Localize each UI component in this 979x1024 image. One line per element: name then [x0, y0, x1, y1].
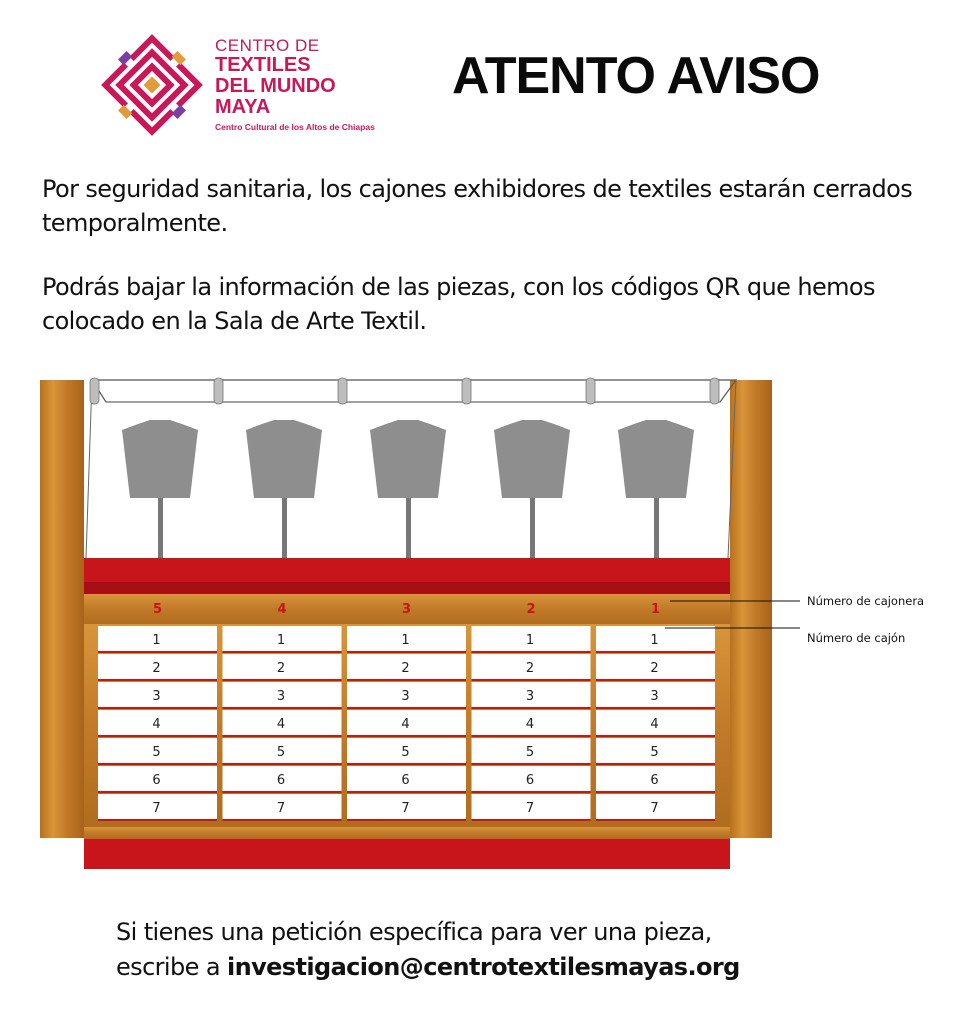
drawer-number: 4: [152, 717, 161, 732]
mannequin: [246, 420, 322, 576]
drawer-divider: [347, 707, 466, 709]
label-drawer-number: Número de cajón: [807, 631, 906, 645]
drawer-divider: [472, 651, 591, 653]
drawer-divider: [472, 791, 591, 793]
drawer-number: 3: [276, 689, 286, 704]
drawer-divider: [98, 819, 217, 821]
drawer-number: 4: [525, 717, 535, 732]
drawer-divider: [596, 679, 715, 681]
drawer-number: 5: [401, 745, 410, 760]
drawer-divider: [223, 651, 342, 653]
drawer-divider: [98, 791, 217, 793]
red-plinth: [84, 839, 730, 869]
drawer-number: 2: [525, 661, 535, 676]
drawer-divider: [98, 679, 217, 681]
drawer-number: 4: [276, 717, 286, 732]
drawer-divider: [347, 791, 466, 793]
drawer-divider: [223, 791, 342, 793]
drawer-number: 1: [152, 633, 161, 648]
cabinet-number: 2: [526, 602, 536, 617]
mannequins: [122, 420, 694, 576]
drawer-divider: [596, 819, 715, 821]
left-post: [40, 380, 84, 838]
drawer-number: 4: [401, 717, 410, 732]
drawer-number: 6: [152, 773, 161, 788]
footer-line-2-prefix: escribe a: [116, 953, 227, 981]
drawer-divider: [596, 735, 715, 737]
logo-line-2: TEXTILES: [215, 54, 311, 76]
logo-mark-icon: [97, 30, 207, 140]
drawer-number: 7: [276, 801, 286, 816]
cabinet-number: 4: [277, 602, 287, 617]
drawer-divider: [472, 679, 591, 681]
drawer-number: 6: [401, 773, 410, 788]
mannequin: [370, 420, 446, 576]
drawer-number: 5: [525, 745, 535, 760]
mannequin: [494, 420, 570, 576]
glass-left-edge: [86, 380, 92, 558]
glass-clip: [214, 378, 223, 404]
drawer-divider: [98, 763, 217, 765]
drawer-divider: [347, 735, 466, 737]
drawer-number: 3: [401, 689, 410, 704]
drawer-divider: [347, 763, 466, 765]
drawer-divider: [472, 763, 591, 765]
glass-clip: [710, 378, 719, 404]
drawer-divider: [347, 819, 466, 821]
logo-line-1: CENTRO DE: [215, 36, 320, 55]
drawer-number: 1: [276, 633, 286, 648]
cabinet-number: 5: [152, 602, 163, 617]
logo-line-4: MAYA: [215, 96, 271, 118]
drawer-divider: [98, 735, 217, 737]
label-cabinet-number: Número de cajonera: [807, 594, 925, 608]
paragraph-sanitary: Por seguridad sanitaria, los cajones exhibidores de textiles estarán cerrados temporalmente.: [42, 175, 913, 237]
drawer-number: 7: [152, 801, 161, 816]
drawer-divider: [596, 763, 715, 765]
drawer-number: 3: [650, 689, 659, 704]
drawer-number: 6: [525, 773, 535, 788]
page-title: ATENTO AVISO: [452, 47, 820, 105]
drawer-number: 7: [401, 801, 410, 816]
logo-subtitle: Centro Cultural de los Altos de Chiapas: [215, 122, 375, 132]
drawer-divider: [596, 707, 715, 709]
drawer-number: 7: [525, 801, 535, 816]
drawer-number: 5: [152, 745, 161, 760]
paragraph-qr-codes: Podrás bajar la información de las piezas, con los códigos QR que hemos colocado en la Sala de Arte Textil.: [42, 273, 875, 335]
drawer-number: 1: [525, 633, 535, 648]
drawer-divider: [596, 791, 715, 793]
drawer-number: 2: [650, 661, 659, 676]
display-cabinet-diagram: [30, 372, 950, 872]
drawer-divider: [98, 707, 217, 709]
drawer-number: 1: [401, 633, 410, 648]
drawers-grid: [98, 602, 715, 821]
drawer-number: 7: [650, 801, 659, 816]
contact-email-link[interactable]: investigacion@centrotextilesmayas.org: [226, 953, 740, 981]
drawer-divider: [223, 679, 342, 681]
mannequin: [122, 420, 198, 576]
drawer-number: 2: [152, 661, 161, 676]
drawer-divider: [472, 735, 591, 737]
drawer-divider: [223, 735, 342, 737]
logo-line-3: DEL MUNDO: [215, 75, 336, 97]
cabinet-bottom-rail: [84, 827, 730, 839]
right-post: [730, 380, 772, 838]
glass-clip: [90, 378, 99, 404]
glass-clip: [338, 378, 347, 404]
drawer-number: 3: [525, 689, 535, 704]
drawer-divider: [472, 707, 591, 709]
footer-line-2: [116, 950, 740, 985]
glass-clip: [586, 378, 595, 404]
glass-clip: [462, 378, 471, 404]
drawer-divider: [596, 651, 715, 653]
drawer-number: 6: [650, 773, 659, 788]
drawer-divider: [223, 819, 342, 821]
drawer-number: 4: [650, 717, 659, 732]
drawer-divider: [347, 679, 466, 681]
drawer-number: 2: [401, 661, 410, 676]
cabinet-number: 1: [650, 602, 661, 617]
drawer-number: 2: [276, 661, 286, 676]
logo-text: [215, 36, 375, 132]
drawer-number: 5: [276, 745, 286, 760]
footer-contact: [116, 915, 740, 985]
glass-clips: [90, 378, 719, 404]
drawer-number: 3: [152, 689, 161, 704]
drawer-number: 5: [650, 745, 659, 760]
glass-top: [92, 380, 736, 402]
cabinet-number: 3: [401, 602, 412, 617]
mannequin: [618, 420, 694, 576]
logo: [97, 30, 375, 140]
drawer-divider: [347, 651, 466, 653]
drawer-divider: [98, 651, 217, 653]
drawer-divider: [472, 819, 591, 821]
drawer-number: 6: [276, 773, 286, 788]
drawer-divider: [223, 707, 342, 709]
drawer-divider: [223, 763, 342, 765]
footer-line-1: Si tienes una petición específica para ver una pieza,: [116, 918, 712, 946]
drawer-number: 1: [650, 633, 659, 648]
